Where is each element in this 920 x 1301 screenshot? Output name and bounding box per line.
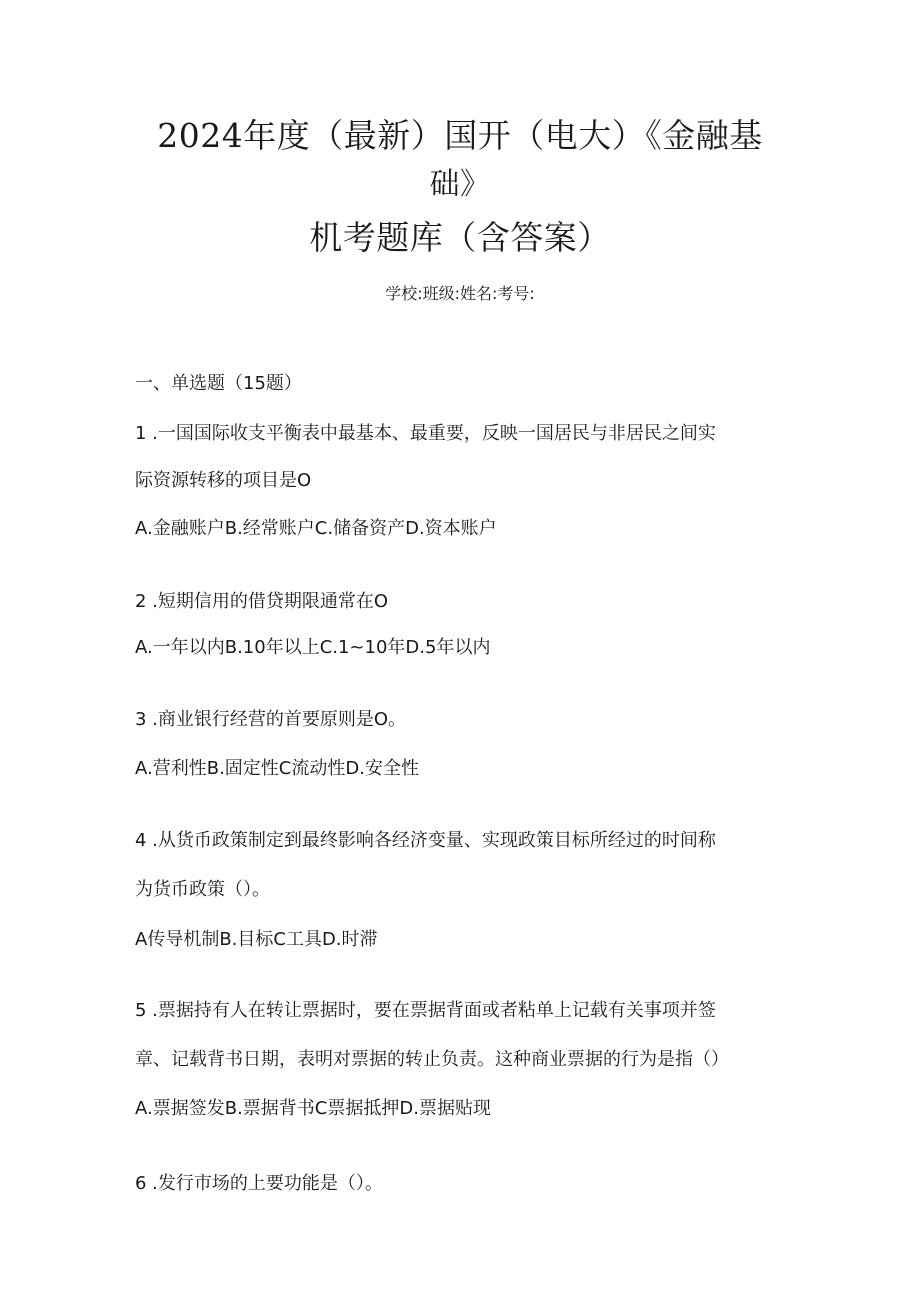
- question-3-stem-line-1: 3 .商业银行经营的首要原则是O。: [135, 709, 407, 730]
- question-1-stem-line-1: 1 .一国国际收支平衡表中最基本、最重要，反映一国居民与非居民之间实: [135, 423, 716, 444]
- question-3-options: A.营利性B.固定性C流动性D.安全性: [135, 758, 419, 779]
- question-5-options: A.票据签发B.票据背书C票据抵押D.票据贴现: [135, 1098, 491, 1119]
- question-5-stem-line-1: 5 .票据持有人在转让票据时，要在票据背面或者粘单上记载有关事项并签: [135, 1000, 716, 1021]
- document-title-line-3: 机考题库（含答案）: [309, 218, 611, 257]
- question-6-stem-line-1: 6 .发行市场的上要功能是（）。: [135, 1173, 383, 1194]
- question-4-stem-line-2: 为货币政策（）。: [135, 879, 270, 900]
- student-info-line: 学校:班级:姓名:考号:: [385, 284, 535, 303]
- section-heading: 一、单选题（15题）: [135, 373, 302, 394]
- question-5-stem-line-2: 章、记载背书日期，表明对票据的转止负责。这种商业票据的行为是指（）: [135, 1049, 729, 1070]
- question-2-stem-line-1: 2 .短期信用的借贷期限通常在O: [135, 591, 389, 612]
- document-title-line-1: 2024年度（最新）国开（电大）《金融基: [157, 116, 763, 155]
- question-1-stem-line-2: 际资源转移的项目是O: [135, 470, 312, 491]
- question-1-options: A.金融账户B.经常账户C.储备资产D.资本账户: [135, 518, 497, 539]
- question-4-options: A传导机制B.目标C工具D.时滞: [135, 929, 378, 950]
- question-2-options: A.一年以内B.10年以上C.1~10年D.5年以内: [135, 637, 491, 658]
- question-4-stem-line-1: 4 .从货币政策制定到最终影响各经济变量、实现政策目标所经过的时间称: [135, 830, 716, 851]
- document-title-line-2: 础》: [429, 167, 491, 202]
